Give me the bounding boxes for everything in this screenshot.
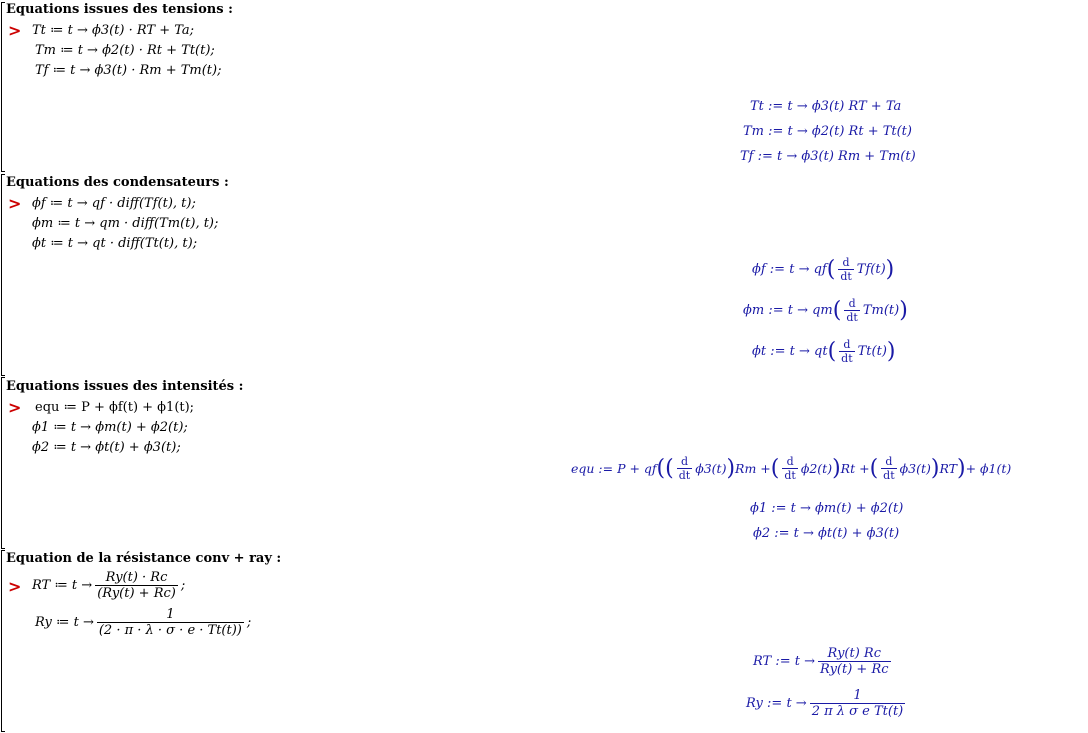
- section-heading: Equations issues des intensités :: [6, 379, 244, 394]
- output-line: Tf := t → ϕ3(t) Rm + Tm(t): [740, 149, 916, 164]
- derivative-operator: [839, 338, 854, 365]
- output-line: [743, 297, 908, 324]
- input-line[interactable]: ϕ1 ≔ t → ϕm(t) + ϕ2(t);: [32, 420, 188, 435]
- fraction-denominator: (2 · π · λ · σ · e · Tt(t)): [98, 623, 242, 638]
- derivative-body: Tt(t): [857, 343, 887, 359]
- fraction-numerator: Ry(t) Rc: [827, 646, 882, 661]
- open-paren: (: [832, 297, 842, 323]
- input-line[interactable]: ϕ2 ≔ t → ϕt(t) + ϕ3(t);: [32, 440, 181, 455]
- output-line: [752, 256, 894, 283]
- section-bracket: [1, 377, 5, 549]
- output-line: [753, 646, 894, 677]
- output-lhs: ϕf := t → qf: [752, 261, 827, 277]
- open-paren: (: [827, 338, 837, 364]
- output-lhs: ϕm := t → qm: [743, 302, 833, 318]
- input-line[interactable]: Tf ≔ t → ϕ3(t) · Rm + Tm(t);: [35, 63, 222, 78]
- input-tail: ;: [180, 577, 186, 593]
- close-paren: ): [886, 338, 896, 364]
- derivative-body: Tf(t): [856, 261, 886, 277]
- fraction-denominator: (Ry(t) + Rc): [97, 586, 176, 601]
- output-tail: + ϕ1(t): [965, 460, 1012, 476]
- input-line[interactable]: ϕm ≔ t → qm · diff(Tm(t), t);: [32, 216, 219, 231]
- derivative-operator: [677, 455, 692, 482]
- derivative-numerator: d: [848, 297, 856, 310]
- section-heading: Equations issues des tensions :: [6, 2, 233, 17]
- derivative-body: ϕ3(t): [695, 460, 727, 476]
- derivative-denominator: dt: [678, 469, 691, 482]
- fraction-numerator: 1: [166, 607, 175, 622]
- input-prompt[interactable]: >: [8, 21, 22, 40]
- open-paren: (: [656, 455, 666, 481]
- derivative-body: ϕ2(t): [800, 460, 833, 476]
- fraction: [810, 688, 906, 719]
- output-line: [571, 455, 1011, 482]
- input-line[interactable]: [32, 570, 185, 601]
- input-line[interactable]: Tt ≔ t → ϕ3(t) · RT + Ta;: [32, 23, 195, 38]
- close-paren: ): [726, 455, 736, 481]
- section-bracket: [1, 2, 5, 172]
- term-coefficient: Rm +: [735, 460, 771, 476]
- input-tail: ;: [246, 614, 252, 630]
- output-line: [752, 338, 895, 365]
- output-line: ϕ1 := t → ϕm(t) + ϕ2(t): [750, 501, 904, 516]
- input-lhs: Ry ≔ t →: [35, 614, 94, 630]
- output-lhs: ϕt := t → qt: [752, 343, 828, 359]
- input-prompt[interactable]: >: [8, 398, 22, 417]
- derivative-numerator: d: [885, 455, 893, 468]
- derivative-operator: [782, 455, 797, 482]
- close-paren: ): [832, 455, 841, 481]
- section-heading: Equations des condensateurs :: [6, 175, 229, 190]
- section-bracket: [1, 174, 5, 376]
- derivative-operator: [881, 455, 896, 482]
- output-line: Tm := t → ϕ2(t) Rt + Tt(t): [743, 124, 912, 139]
- input-line[interactable]: [35, 607, 251, 638]
- close-paren: ): [957, 455, 966, 481]
- close-paren: ): [930, 455, 940, 481]
- open-paren: (: [869, 455, 879, 481]
- output-lhs: equ := P + qf: [571, 460, 657, 476]
- fraction: [97, 607, 244, 638]
- input-line[interactable]: ϕt ≔ t → qt · diff(Tt(t), t);: [32, 236, 198, 251]
- section-bracket: [1, 550, 5, 732]
- input-prompt[interactable]: >: [8, 194, 22, 213]
- input-lhs: RT ≔ t →: [32, 577, 93, 593]
- input-line[interactable]: Tm ≔ t → ϕ2(t) · Rt + Tt(t);: [35, 43, 215, 58]
- derivative-numerator: d: [680, 455, 688, 468]
- term-coefficient: Rt +: [840, 460, 870, 476]
- derivative-numerator: d: [842, 256, 850, 269]
- close-paren: ): [899, 297, 908, 323]
- input-line[interactable]: equ ≔ P + ϕf(t) + ϕ1(t);: [35, 400, 195, 415]
- derivative-operator: [844, 297, 859, 324]
- fraction: [95, 570, 178, 601]
- derivative-denominator: dt: [840, 270, 852, 283]
- derivative-body: ϕ3(t): [899, 460, 931, 476]
- open-paren: (: [770, 455, 780, 481]
- derivative-denominator: dt: [883, 469, 895, 482]
- fraction-denominator: 2 π λ σ e Tt(t): [811, 704, 904, 719]
- output-lhs: Ry := t →: [746, 695, 807, 711]
- fraction-numerator: Ry(t) · Rc: [105, 570, 168, 585]
- derivative-denominator: dt: [846, 311, 858, 324]
- output-lhs: RT := t →: [753, 653, 816, 669]
- section-heading: Equation de la résistance conv + ray :: [6, 551, 282, 566]
- derivative-numerator: d: [786, 455, 794, 468]
- open-paren: (: [665, 455, 674, 481]
- output-line: ϕ2 := t → ϕt(t) + ϕ3(t): [753, 526, 900, 541]
- derivative-denominator: dt: [841, 352, 853, 365]
- output-line: [746, 688, 908, 719]
- derivative-numerator: d: [843, 338, 851, 351]
- output-line: Tt := t → ϕ3(t) RT + Ta: [750, 99, 902, 114]
- term-coefficient: RT: [939, 460, 957, 476]
- open-paren: (: [826, 256, 836, 282]
- derivative-body: Tm(t): [862, 302, 900, 318]
- input-prompt[interactable]: >: [8, 577, 22, 596]
- close-paren: ): [885, 256, 895, 282]
- input-line[interactable]: ϕf ≔ t → qf · diff(Tf(t), t);: [32, 196, 196, 211]
- derivative-denominator: dt: [784, 469, 796, 482]
- derivative-operator: [838, 256, 853, 283]
- fraction-numerator: 1: [853, 688, 862, 703]
- fraction-denominator: Ry(t) + Rc: [820, 662, 889, 677]
- fraction: [818, 646, 891, 677]
